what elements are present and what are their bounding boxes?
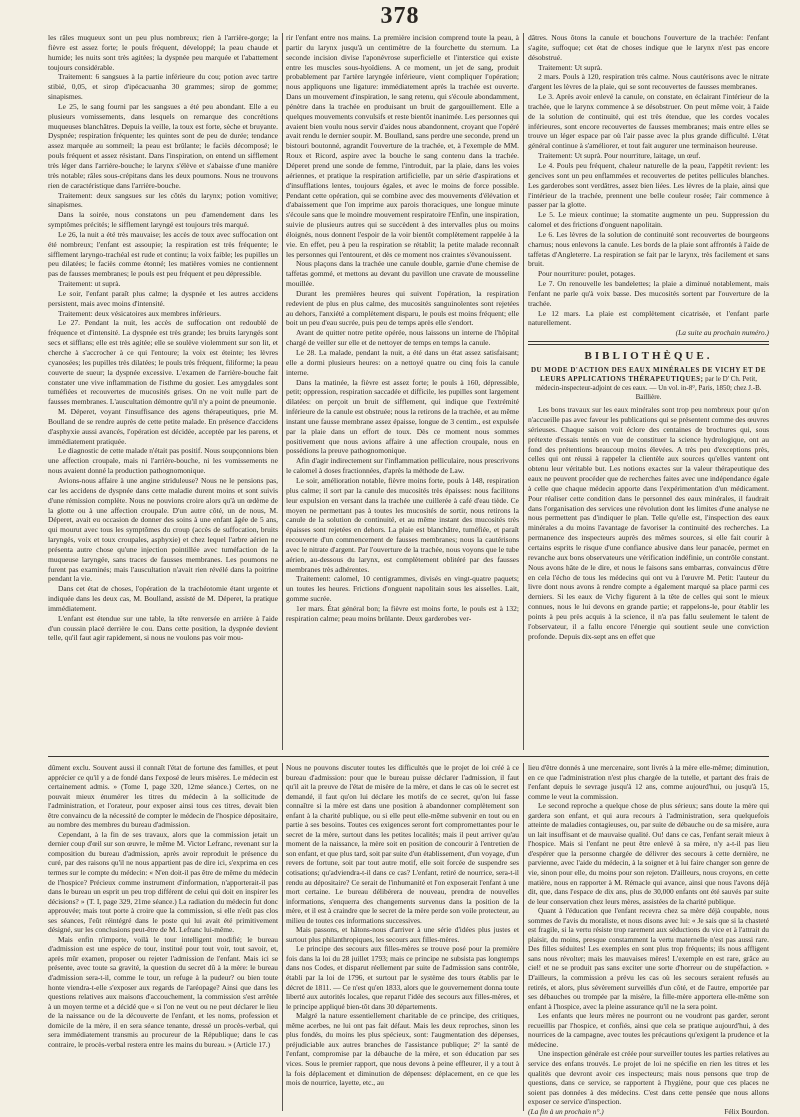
paragraph: Traitement: deux sangsues sur les côtés du larynx; potion vomitive; sinapismes.: [48, 190, 278, 210]
paragraph: Une inspection générale est créée pour surveiller toutes les parties relatives au service des enfans trouvés. Le projet de loi ne spécifie en rien les titres et les qualités que devront avoir ces inspecteurs; mais nous pensons que trop de questions, dans ce service, se rapportent à l'hygiène, pour que ces places ne soient pas données à des médecins. C'est dans cette pensée que nous allons exposer ce service d'inspection.: [528, 1049, 769, 1107]
paragraph: Le 4. Pouls peu fréquent, chaleur naturelle de la peau, l'appétit revient: les gencives sont un peu enflammées et recouvertes de petites pellicules blanches. Les garderobes sont verdâtres, assez bien liées. Les lèvres de la plaie, ainsi que l'intérieur de la trachée, prennent une belle couleur rosée; l'air commence à passer par la glotte.: [528, 160, 769, 210]
paragraph: Le 6. Les lèvres de la solution de continuité sont recouvertes de bourgeons charnus; nous enlevons la canule. Les bords de la plaie sont affrontés à l'aide de taffetas d'Angleterre. La respiration se fait par le larynx, très facilement et sans bruit.: [528, 229, 769, 269]
paragraph: lieu d'être donnés à une mercenaire, sont livrés à la mère elle-même; diminution, en ce que l'administration n'est plus chargée de la tutelle, et partant des frais de l'enfant depuis le sevrage jusqu'à 12 ans, comme aujourd'hui, ou jusqu'à 15, comme le veut la commission.: [528, 763, 769, 801]
continuation-note: (La fin à un prochain n°.): [528, 1106, 604, 1116]
top-column-1: [48, 33, 278, 750]
paragraph: M. Déperet, voyant l'insuffisance des agens thérapeutiques, prie M. Boulland de se rendre auprès de cette petite malade. En présence d'accidens d'asphyxie aussi avancés, l'opération est décidée, acceptée par les parens, et immédiatement pratiquée.: [48, 407, 278, 446]
column-divider: [523, 33, 524, 750]
paragraph: Quant à l'éducation que l'enfant recevra chez sa mère déjà coupable, nous sommes de l'avis du moraliste, et nous disons avec lui: « Je sais que si la chasteté est fragile, si la vertu résiste trop rarement aux séductions du vice et à l'attrait du plaisir, du moins, presque constamment la vertu maternelle n'est pas aussi rare. Des filles séduites! Les exemples en sont plus trop fréquents; ils nous affligent sans nous révolter; mais les mauvaises mères! L'exemple en est rare, grâce au ciel! et ne se produit pas sans exciter une sorte d'horreur ou de stupéfaction. » D'ailleurs, la commission a prévu les cas où les secours seraient refusés au retirés, et alors, plus sévèrement surveillés d'un côté, et de l'autre, emportée par ses débauches ou trompée par la misère, la fille-mère apportera elle-même son enfant à l'hospice, avec la pleine assurance qu'il ne la sera point.: [528, 906, 769, 1011]
paragraph: Le principe des secours aux filles-mères se trouve posé pour la première fois dans la loi du 28 juillet 1793; mais ce principe ne subsista pas longtemps dans nos Codes, et disparut réellement par suite de l'admission sans contrôle, établi par la loi de 1796, et surtout par le système des tours établis par le décret de 1811. — Ce n'est qu'en 1833, alors que le gouvernement donna toute liberté aux autorités locales, que reparut l'idée des secours aux filles-mères, et le principe appliqué bien-tôt dans 30 départements.: [286, 944, 519, 1011]
paragraph: Dans cet état de choses, l'opération de la trachéotomie étant urgente et indiquée dans les deux cas, M. Boulland, assisté de M. Déperet, la pratique immédiatement.: [48, 584, 278, 613]
book-title: DU MODE D'ACTION DES EAUX MINÉRALES DE VICHY ET DE LEURS APPLICATIONS THÉRAPEUTIQUES;: [530, 366, 767, 384]
paragraph: Le second reproche a quelque chose de plus sérieux; sans doute la mère qui gardera son enfant, et qui aura recours à l'administration, sera quelquefois atteinte de maladies contagieuses, ou, par suite de débauche ou de sa misère, aura un lait insuffisant et de mauvaise qualité. Ou! dans ce cas, l'enfant serait mieux à l'hospice. Mais si l'enfant ne peut être enlevé à sa mère, n'y a-t-il pas lieu d'espérer que la personne chargée de délivrer des secours à cette dernière, ne parvienne, avec l'aide du médecin, à la soigner et à lui faire changer son genre de vie, sinon pour elle, du moins pour son rejeton. D'ailleurs, nous croyons, en cette matière, nous en rapporter à M. Rémacle qui avance, ainsi que nous l'avons déjà dit, que, dans l'espace de dix ans, plus de 30,000 enfants ont été sauvés par suite de leur conservation chez leurs mères, assistées de la charité publique.: [528, 801, 769, 906]
paragraph: les râles muqueux sont un peu plus nombreux; rien à l'arrière-gorge; la fièvre est assez forte; le pouls fréquent, développé; la peau chaude et humide; les nuits sont très agitées; la dyspnée peu marquée et l'abattement toujours considérable.: [48, 33, 278, 72]
paragraph: rir l'enfant entre nos mains. La première incision comprend toute la peau, à partir du larynx jusqu'à un centimètre de la fourchette du sternum. La seconde incision divise l'aponévrose superficielle et l'interstice qui existe entre les muscles sous-hyoïdiens. A ce moment, un jet de sang, produit probablement par l'artère laryngée inférieure, vient compliquer l'opération; nous appliquons une ligature: immédiatement après la trachée est ouverte. Dans un mouvement d'inspiration, le sang retenu, qui s'écoule abondamment, pénètre dans la trachée en produisant un bruit de gargouillement. Elle a quelques mouvements convulsifs et reste bientôt inanimée. Les personnes qui avaient bien voulu nous servir d'aides nous abandonnent, croyant que l'opéré avait rendu le dernier soupir. M. Boulland, sans perdre une seconde, prend un bistouri boutonné, agrandit l'ouverture de la trachée, et, à l'exemple de MM. Roux et Ricord, aspire avec la bouche le sang contenu dans la trachée. Déperet prend une sonde de femme, l'introduit, par la plaie, dans les voies aériennes, et pratique la respiration artificielle, par un série d'aspirations et d'insufflations lentes, toujours égales, et avec le moins de force possible. Pendant cette opération, qui se combine avec des mouvements d'élévation et d'abaissement que l'on imprime aux parois thoraciques, une longue minute s'écoule sans que le moindre mouvement respiratoire l'Enfin, une inspiration, suivie de plusieurs autres qui se succèdent à des intervalles plus ou moins éloignés, nous donnent l'espoir de la voir bientôt complètement rappelée à la vie. En effet, peu à peu la respiration se rétablit; la petite malade reconnaît les personnes qui l'entourent, et dès ce moment nos craintes s'évanouissent.: [286, 33, 519, 259]
paragraph: Les enfants que leurs mères ne pourront ou ne voudront pas garder, seront recueillis par l'hospice, et confiés, ainsi que cela se pratique aujourd'hui, à des nourrices de la campagne, avec toutes les précautions qu'exigent la prudence et la médecine.: [528, 1011, 769, 1049]
section-divider: [528, 341, 769, 345]
paragraph: Malgré la nature essentiellement charitable de ce principe, des critiques, même acerbes, ne lui ont pas fait défaut. Mais les deux reproches, sinon les plus fondés, du moins les plus spécieux, sont: l'augmentation des dépenses, préjudiciable aux autres branches de l'assistance publique; 2° la santé de l'enfant, compromise par la débauche de la mère, et son éducation par ses vices. Sous le premier rapport, que nous devons à peine effleurer, il y a tout à la fois déplacement et diminution de dépenses: déplacement, en ce que les mois de nourrice, layette, etc., au: [286, 1011, 519, 1088]
section-heading-bibliotheque: BIBLIOTHÈQUE.: [584, 350, 713, 363]
paragraph: Nous plaçons dans la trachée une canule double, garnie d'une chemise de taffetas gommé, et mettons au devant du pavillon une cravate de mousseline mouillée.: [286, 259, 519, 289]
bottom-column-2: [286, 763, 519, 1111]
paragraph: L'enfant est étendue sur une table, la tête renversée en arrière à l'aide d'un coussin placé derrière le cou. Dans cette position, la dyspnée devient telle, qu'il faut agir rapidement, si nous ne voulons pas voir mou-: [48, 613, 278, 643]
continuation-note: (La suite au prochain numéro.): [675, 328, 769, 338]
paragraph: Traitement: calomel, 10 centigrammes, divisés en vingt-quatre paquets; un toutes les heures. Frictions d'onguent napolitain sous les aisselles. Lait, gomme sucrée.: [286, 574, 519, 604]
page-number: 378: [380, 3, 420, 29]
paragraph: Le 27. Pendant la nuit, les accès de suffocation ont redoublé de fréquence et d'intensité. La dyspnée est très grande; les bruits laryngés sont secs et sifflans; elle est très agitée; elle se soulève violemment sur son lit, et cherche à s'accrocher à ce qui l'entoure; la voix est éteinte; les lèvres cyanosées; les pupilles très dilatées; le pouls très fréquent, filiforme; la peau couverte de sueur; la dyspnée excessive. L'examen de l'arrière-bouche fait constater une vive inflammation de l'isthme du gosier. Les amygdales sont tuméfiées et recouvertes de mucosités grises. On ne voit nulle part de fausses membranes. L'auscultation démontre qu'il n'y a point de pneumonie.: [48, 318, 278, 407]
paragraph: Traitement: Ut suprà. Pour nourriture, laitage, un œuf.: [538, 151, 701, 161]
paragraph: dâtres. Nous ôtons la canule et bouchons l'ouverture de la trachée: l'enfant s'agite, suffoque; cet état de choses indique que le larynx n'est pas encore désobstrué.: [528, 33, 769, 62]
paragraph: Dans la matinée, la fièvre est assez forte; le pouls à 160, dépressible, petit; oppression, respiration saccadée et difficile, les pupilles sont largement dilatées: on perçoit un bruit de sifflement, qui indique que l'extrémité inférieure de la canule est obstruée; nous la retirons de la trachée, et au même instant une fausse membrane assez épaisse, longue de 3 centim., est expulsée par la plaie dans un effort de toux. Dès ce moment nous sommes positivement que nous avions affaire à une affection croupale, nous en possédions la preuve pathognomonique.: [286, 377, 519, 456]
horizontal-divider: [48, 756, 769, 757]
paragraph: 1er mars. État général bon; la fièvre est moins forte, le pouls est à 132; respiration calme; peau moins brûlante. Deux garderobes ver-: [286, 603, 519, 623]
paragraph: Traitement: Ut suprà.: [538, 62, 603, 72]
author-signature: Félix Bourdon.: [724, 1106, 769, 1116]
article-footer: [528, 1107, 769, 1117]
column-divider: [282, 33, 283, 750]
paragraph: Le 26, la nuit a été très mauvaise; les accès de toux avec suffocation ont été nombreux; l'enfant est assoupie; la respiration est très fréquente; le sifflement laryngo-trachéal est rude et continu; la voix faible; les pupilles un peu dilatées; le faciès comme étonné; les matières vomies ne contiennent pas de fausses membranes; le pouls est peu fréquent et peu dépressible.: [48, 229, 278, 279]
paragraph: Mais enfin n'importe, voilà le tour intelligent modifié; le bureau d'admission est une espèce de tour, institué pour tout voir, tout savoir, et, après mûr examen, proposer ou rejeter l'admission de l'enfant. Mais ici se présente, avec toute sa gravité, la question du secret dû à la mère: le bureau d'admission sera-t-il, comme le tour, un refuge à la pudeur? ou bien toute honte viendra-t-elle s'exposer aux regards de l'aréopage? Ainsi que dans les questions relatives aux maisons d'accouchement, la commission s'est arrêtée à un moyen terme et a décidé que « si l'on ne veut ou ne peut déclarer le lieu de la naissance ou de la découverte de l'enfant, et les noms, profession et domicile de la mère, il en sera séance tenante, dressé un procès-verbal, qui sera immédiatement transmis au procureur de la République; dans le cas contraire, le procès-verbal restera entre les mains du bureau. » (Article 17.): [48, 934, 278, 1049]
paragraph: Nous ne pouvons discuter toutes les difficultés que le projet de loi créé à ce bureau d'admission: pour que le bureau puisse déclarer l'admission, il faut qu'il ait la preuve de l'état de misère de la mère, et dans le cas où le secret est demandé, il faut qu'on lui déclare les motifs de ce secret, qu'on lui fasse connaître si la mère est dans une position à abandonner complètement son enfant à la charité publique, ou si elle peut elle-même subvenir en tout ou en partie à ses besoins. Toutes ces exigences seront fort compromettantes pour le secret de la mère, surtout dans les petites localités; mais il peut arriver qu'au moment de la naissance, la mère soit en position de concourir à l'entretien de son enfant, et que plus tard, soit par suite d'un établissement, d'un voyage, d'un revers de fortune, soit par tout autre motif, elle soit forcée de suspendre ses cotisations; qu'adviendra-t-il dans ce cas? L'enfant, retiré de nourrice, sera-t-il rendu au dépositaire? Ce serait de l'inhumanité et l'on exposerait l'enfant à une mort certaine. Le bureau délibérera de nouveau, prendra de nouvelles informations, s'enquerra des changements survenus dans la position de la mère, et il est à craindre que le secret de la mère perde son voile protecteur, au milieu de toutes ces informations successives.: [286, 763, 519, 925]
top-column-2: [286, 33, 519, 750]
paragraph: Le diagnostic de cette malade n'était pas positif. Nous soupçonnions bien une affection croupale, mais ni l'arrière-bouche, ni les vomissements ne nous avaient donné la production pathognomonique.: [48, 446, 278, 476]
paragraph: Traitement: ut suprà.: [58, 279, 121, 289]
paragraph: Cependant, à la fin de ses travaux, alors que la commission jetait un dernier coup d'œil sur son œuvre, le même M. Victor Lefranc, revenant sur la composition du bureau d'admission, après avoir reproduit le présence du curé, par des raisons qu'il ne nous appartient pas de dire ici, s'exprima en ces termes sur le compte du médecin: « N'en doit-il pas être de même du médecin de l'hospice? Précieux comme instrument d'information, n'apporterait-il pas dans le bureau un esprit un peu trop différent de celui qui doit en inspirer les décisions? » (T. I, page 329, 21me séance.) La radiation du médecin fut donc approuvée; mais tout porte à croire que la commission, si elle n'eût pas clos ses séances, l'eût réintégré dans le poste qui lui avait été primitivement désigné, sur les conclusions peut-être de M. Lefranc lui-même.: [48, 829, 278, 935]
book-citation: [528, 366, 769, 402]
paragraph: Traitement: deux vésicatoires aux membres inférieurs.: [58, 308, 222, 318]
paragraph: Le soir, l'enfant paraît plus calme; la dyspnée et les autres accidens persistent, mais avec moins d'intensité.: [48, 288, 278, 308]
top-column-3: [528, 33, 769, 750]
paragraph: Le 28. La malade, pendant la nuit, a été dans un état assez satisfaisant; elle a dormi plusieurs heures: on a nettoyé quatre ou cinq fois la canule interne.: [286, 348, 519, 377]
paragraph: Le 5. Le mieux continue; la stomatite augmente un peu. Suppression du calomel et des frictions d'onguent napolitain.: [528, 210, 769, 230]
paragraph: Traitement: 6 sangsues à la partie inférieure du cou; potion avec tartre stibié, 0,05, et sirop d'ipécacuanha 30 grammes; sirop de gomme; sinapismes.: [48, 72, 278, 102]
paragraph: 2 mars. Pouls à 120, respiration très calme. Nous cautérisons avec le nitrate d'argent les lèvres de la plaie, qui se sont recouvertes de fausses membranes.: [528, 72, 769, 92]
bottom-column-3: [528, 763, 769, 1116]
paragraph: dûment exclu. Souvent aussi il connaît l'état de fortune des familles, et peut apprécier ce qu'il y a de fondé dans l'exposé de leurs misères. Le médecin est certainement admis. » (Tome I, page 320, 12me séance.) Certes, on ne pouvait mieux énumérer les titres du médecin à la sollicitude de l'administration, et l'orateur, pour exposer ainsi tous ces titres, devait bien être convaincu de la nécessité de compter le médecin de l'hospice dépositaire, au nombre des membres du bureau d'admission.: [48, 763, 278, 830]
paragraph: Pour nourriture: poulet, potages.: [538, 269, 636, 279]
paragraph: Avant de quitter notre petite opérée, nous laissons un interne de l'hôpital chargé de veiller sur elle et de nettoyer de temps en temps la canule.: [286, 328, 519, 348]
column-divider: [282, 763, 283, 1111]
paragraph: Le 25, le sang fourni par les sangsues a été peu abondant. Elle a eu plusieurs vomissements, dans lesquels on remarque des concrétions muqueuses blanchâtres. Depuis la veille, la toux est forte, sèche et bruyante. Dyspnée; respiration fréquente; les quintes sont de peu de durée; tendance assez marquée au sommeil; la peau est brûlante; le faciès décomposé; le pouls fréquent et assez résistant. Dans l'inspiration, on entend un sifflement très léger dans l'arrière-bouche; le larynx s'élève et s'abaisse d'une manière très notable; râles sous-crépitans dans les deux poumons. Nous ne trouvons rien de caractéristique dans l'arrière-bouche.: [48, 101, 278, 190]
paragraph: Dans la soirée, nous constatons un peu d'amendement dans les symptômes précités; le sifflement laryngé est toujours très marqué.: [48, 210, 278, 230]
paragraph: Le 3. Après avoir enlevé la canule, on constate, en éclairant l'intérieur de la trachée, que le larynx commence à se désobstruer. On peut même voir, à l'aide de la solution de continuité, qui est très étendue, que les cordes vocales inférieures, sont encore recouvertes de fausses membranes; mais entre elles se trouve un léger espace par où l'air passe avec la plus grande difficulté. L'état général continue à s'améliorer, et tout fait augurer une terminaison heureuse.: [528, 92, 769, 151]
column-divider: [523, 763, 524, 1111]
bottom-column-1: [48, 763, 278, 1111]
paragraph: Mais passons, et hâtons-nous d'arriver à une série d'idées plus justes et surtout plus philanthropiques, les secours aux filles-mères.: [286, 925, 519, 944]
paragraph: Afin d'agir indirectement sur l'inflammation pelliculaire, nous prescrivons le calomel à doses fractionnées, d'après la méthode de Law.: [286, 456, 519, 476]
paragraph: Le soir, amélioration notable, fièvre moins forte, pouls à 148, respiration plus calme; il sort par la canule des mucosités très épaisses: nous facilitons leur expulsion en versant dans la trachée une cuillerée à café d'eau tiède. Ce moyen ne permettant pas à toutes les mucosités de sortir, nous retirons la canule de la solution de continuité, et au même instant des mucosités très épaisses sont rejetées en dehors. La plaie est blanchâtre, tuméfiée, et paraît recouverte d'un commencement de fausses membranes; nous la cautérisons avec le nitrate d'argent. Par l'ouverture de la trachée, nous voyons que le tube aérien, au-dessous du larynx, est complètement oblitéré par des fausses membranes très adhérentes.: [286, 475, 519, 574]
paragraph: Le 7. On renouvelle les bandelettes; la plaie a diminué notablement, mais l'enfant ne parle qu'à voix basse. Des mucosités sortent par l'ouverture de la trachée.: [528, 279, 769, 308]
paragraph: Avions-nous affaire à une angine striduleuse? Nous ne le pensions pas, car les accidens de dyspnée dans cette maladie durent moins et sont suivis d'une rémission complète. Nous ne pouvions croire alors qu'à un œdème de la glotte ou à une affection croupale. D'un autre côté, un de nous, M. Déperet, avait eu occasion de donner des soins à une enfant âgée de 5 ans, qui mourut avec tous les symptômes du croup (accès de suffocation, bruits laryngés, voix et toux croupales, asphyxie) et chez lequel l'arbre aérien ne présenta autre chose qu'une injection pointillée avec tuméfaction de la muqueuse laryngée, sans traces de fausses membranes. Les poumons ne furent pas examinés; mais l'auscultation n'avait rien révélé dans la poitrine pendant la vie.: [48, 475, 278, 584]
paragraph: Durant les premières heures qui suivent l'opération, la respiration redevient de plus en plus calme, des mucosités sanguinolentes sont rejetées au dehors, l'anxiété a complètement disparu, le pouls est moins fréquent; elle boit un peu d'eau sucrée, puis peu de temps après elle s'endort.: [286, 288, 519, 328]
paragraph: Les bons travaux sur les eaux minérales sont trop peu nombreux pour qu'on n'accueille pas avec faveur les publications qui se présentent comme des œuvres sérieuses. Chaque saison voit éclore des centaines de brochures qui, sous prétexte d'essais tentés en vue de constituer la science hydrologique, ont au fond des prétentions beaucoup moins élevées. A très peu d'exceptions près, celles qui ont réussi à rappeler la clientèle aux sources qu'elles vantent ont obtenu leur véritable but. Les notions exactes sur la valeur thérapeutique des eaux ne peuvent procéder que de recherches faites avec une indépendance égale à celle que chaque médecin apporte dans l'expérimentation d'un médicament. Pour réaliser cette condition dans le personnel des eaux minérales, il faudrait dans l'organisation des services une révolution dont les limites d'une analyse ne nous permettent pas d'indiquer le plan. Telle qu'elle est, l'inspection des eaux minérales a du moins l'avantage de favoriser la continuité des recherches. La permanence des inspecteurs auprès des mêmes sources, si elle fait courir à certains esprits le risque d'une confiance abusive dans leur panacée, permet en revanche aux bons observateurs une vérification indéfinie, un contrôle constant. Nous avons hâte de le dire, et nous le faisons sans embarras, convaincus d'être en cela l'écho de tous les médecins qui ont vu à l'œuvre M. Petit: l'auteur du livre dont nous avons à rendre compte a également marqué sa place parmi ces derniers. Si les eaux de Vichy figurent à la tête de celles qui sont le mieux connues, nous le lui devons en grande partie; et rappelons-le, pour établir les points à peu près acquis à la science, il n'a pas fallu seulement le talent de l'observateur, il a fallu encore l'énergie qui soutient seule une conviction profonde. Depuis dix-sept ans en effet que: [528, 405, 769, 641]
paragraph: Le 12 mars. La plaie est complètement cicatrisée, et l'enfant parle naturellement.: [528, 308, 769, 328]
book-details: par le D' Ch. Petit, médecin-inspecteur-adjoint de ces eaux. — Un vol. in-8°, Paris, 1850; chez J.-B. Baillière.: [535, 375, 762, 402]
